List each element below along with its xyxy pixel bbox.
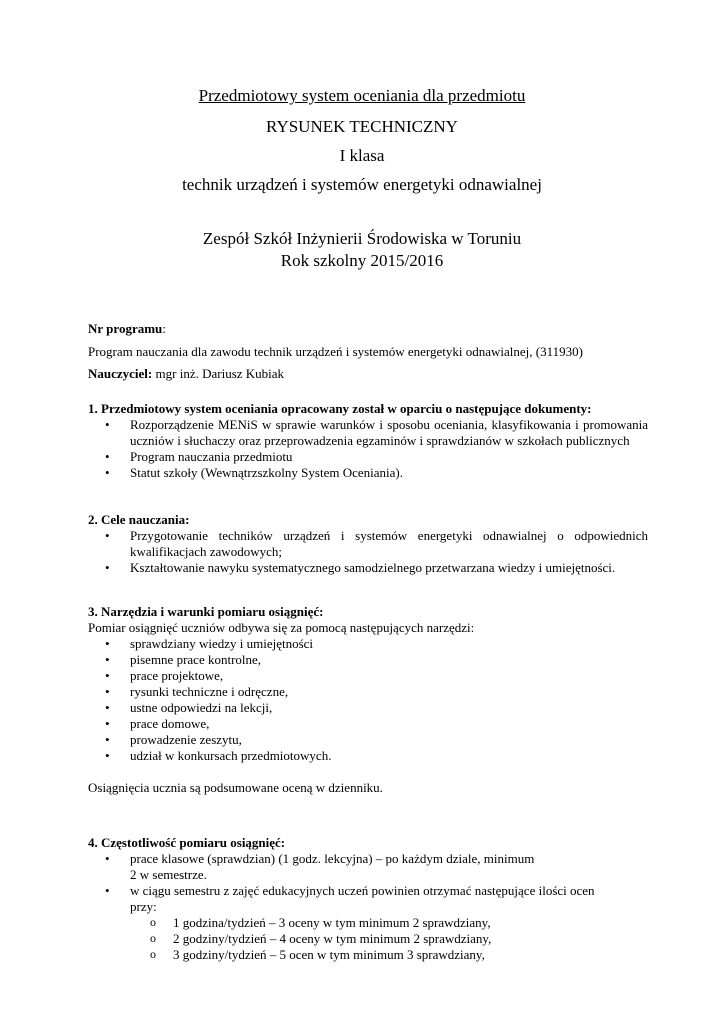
teacher-label: Nauczyciel: <box>88 366 153 381</box>
section-goals <box>88 512 648 576</box>
list-item: • rysunki techniczne i odręczne, <box>88 684 648 700</box>
title-profession: technik urządzeń i systemów energetyki odnawialnej <box>182 175 542 194</box>
list-item <box>88 851 648 883</box>
section-tools <box>88 604 648 764</box>
list-item: • ustne odpowiedzi na lekcji, <box>88 700 648 716</box>
tools-list <box>88 636 648 764</box>
list-item: • prace projektowe, <box>88 668 648 684</box>
program-label-line <box>88 321 648 337</box>
list-item-line: prace klasowe (sprawdzian) (1 godz. lekcyjna) – po każdym dziale, minimum <box>130 851 535 866</box>
title-line-1: Przedmiotowy system oceniania dla przedmiotu <box>198 86 526 105</box>
section-frequency <box>88 835 648 963</box>
list-item: • Kształtowanie nawyku systematycznego samodzielnego przetwarzana wiedzy i umiejętności. <box>88 560 648 576</box>
list-item-line: w ciągu semestru z zajęć edukacyjnych uczeń powinien otrzymać następujące ilości ocen <box>130 883 595 898</box>
documents-list <box>88 417 648 481</box>
frequency-sublist <box>88 915 648 963</box>
section-documents <box>88 401 648 481</box>
title-subject: RYSUNEK TECHNICZNY <box>266 117 458 136</box>
section-summary: Osiągnięcia ucznia są podsumowane oceną w dzienniku. <box>88 780 383 795</box>
list-item: • Przygotowanie techników urządzeń i systemów energetyki odnawialnej o odpowiednich kwalifikacjach zawodowych; <box>88 528 648 560</box>
program-text: Program nauczania dla zawodu technik urządzeń i systemów energetyki odnawialnej, (311930) <box>88 344 583 359</box>
section-intro: Pomiar osiągnięć uczniów odbywa się za pomocą następujących narzędzi: <box>88 620 475 635</box>
list-item: • pisemne prace kontrolne, <box>88 652 648 668</box>
list-item: • prowadzenie zeszytu, <box>88 732 648 748</box>
frequency-list <box>88 851 648 915</box>
sub-list-item: o 3 godziny/tydzień – 5 ocen w tym minimum 3 sprawdziany, <box>88 947 648 963</box>
school-name: Zespół Szkół Inżynierii Środowiska w Toruniu <box>202 229 522 248</box>
school-year: Rok szkolny 2015/2016 <box>280 251 444 270</box>
section-heading: 4. Częstotliwość pomiaru osiągnięć: <box>88 835 286 850</box>
list-item: • sprawdziany wiedzy i umiejętności <box>88 636 648 652</box>
list-item: • prace domowe, <box>88 716 648 732</box>
section-heading: 3. Narzędzia i warunki pomiaru osiągnięć: <box>88 604 324 619</box>
goals-list <box>88 528 648 576</box>
list-item <box>88 883 648 915</box>
list-item: • Program nauczania przedmiotu <box>88 449 648 465</box>
program-label: Nr programu <box>88 321 163 336</box>
section-heading: 2. Cele nauczania: <box>88 512 190 527</box>
sub-list-item: o 2 godziny/tydzień – 4 oceny w tym minimum 2 sprawdziany, <box>88 931 648 947</box>
teacher-name: mgr inż. Dariusz Kubiak <box>152 366 285 381</box>
list-item: • udział w konkursach przedmiotowych. <box>88 748 648 764</box>
sub-list-item: o 1 godzina/tydzień – 3 oceny w tym minimum 2 sprawdziany, <box>88 915 648 931</box>
list-item-line: 2 w semestrze. <box>130 867 207 882</box>
teacher-line <box>88 366 648 382</box>
program-label-colon: : <box>162 321 166 336</box>
title-class: I klasa <box>339 146 385 165</box>
list-item-line: przy: <box>130 899 157 914</box>
list-item: • Rozporządzenie MENiS w sprawie warunków i sposobu oceniania, klasyfikowania i promowania uczniów i słuchaczy oraz przeprowadzenia egzaminów i sprawdzianów w szkołach publicznych <box>88 417 648 449</box>
section-heading: 1. Przedmiotowy system oceniania opracowany został w oparciu o następujące dokumenty: <box>88 401 592 416</box>
list-item: • Statut szkoły (Wewnątrzszkolny System Oceniania). <box>88 465 648 481</box>
